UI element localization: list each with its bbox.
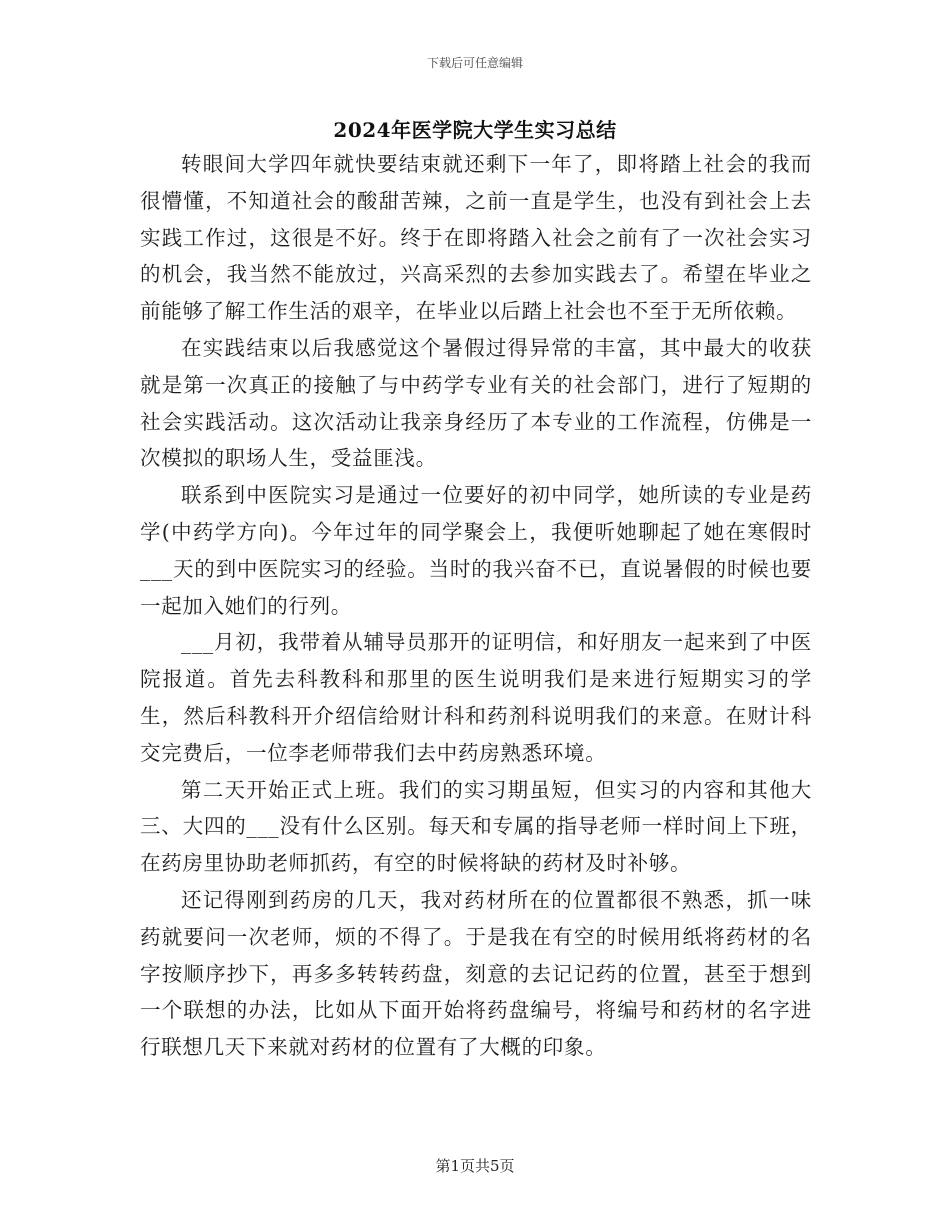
page-number-footer: 第1页共5页	[435, 1157, 515, 1175]
document-title: 2024年医学院大学生实习总结	[333, 118, 617, 142]
paragraph-5: 第二天开始正式上班。我们的实习期虽短，但实习的内容和其他大三、大四的___没有什么区别。每天和专属的指导老师一样时间上下班，在药房里协助老师抓药，有空的时候将缺的药材及时补够。	[140, 777, 812, 876]
paragraph-4: ___月初，我带着从辅导员那开的证明信，和好朋友一起来到了中医院报道。首先去科教科和那里的医生说明我们是来进行短期实习的学生，然后科教科开介绍信给财计科和药剂科说明我们的来意。在财计科交完费后，一位李老师带我们去中药房熟悉环境。	[140, 630, 812, 765]
paragraph-1: 转眼间大学四年就快要结束就还剩下一年了，即将踏上社会的我而很懵懂，不知道社会的酸甜苦辣，之前一直是学生，也没有到社会上去实践工作过，这很是不好。终于在即将踏入社会之前有了一次社会实习的机会，我当然不能放过，兴高采烈的去参加实践去了。希望在毕业之前能够了解工作生活的艰辛，在毕业以后踏上社会也不至于无所依赖。	[140, 152, 812, 324]
header-note: 下载后可任意编辑	[426, 56, 523, 70]
document-body	[140, 146, 812, 1066]
paragraph-6: 还记得刚到药房的几天，我对药材所在的位置都很不熟悉，抓一味药就要问一次老师，烦的不得了。于是我在有空的时候用纸将药材的名字按顺序抄下，再多多转转药盘，刻意的去记记药的位置，甚至于想到一个联想的办法，比如从下面开始将药盘编号，将编号和药材的名字进行联想几天下来就对药材的位置有了大概的印象。	[140, 887, 812, 1060]
paragraph-3: 联系到中医院实习是通过一位要好的初中同学，她所读的专业是药学(中药学方向)。今年过年的同学聚会上，我便听她聊起了她在寒假时___天的到中医院实习的经验。当时的我兴奋不已，直说暑假的时候也要一起加入她们的行列。	[140, 483, 812, 618]
paragraph-2: 在实践结束以后我感觉这个暑假过得异常的丰富，其中最大的收获就是第一次真正的接触了与中药学专业有关的社会部门，进行了短期的社会实践活动。这次活动让我亲身经历了本专业的工作流程，仿佛是一次模拟的职场人生，受益匪浅。	[140, 335, 812, 471]
